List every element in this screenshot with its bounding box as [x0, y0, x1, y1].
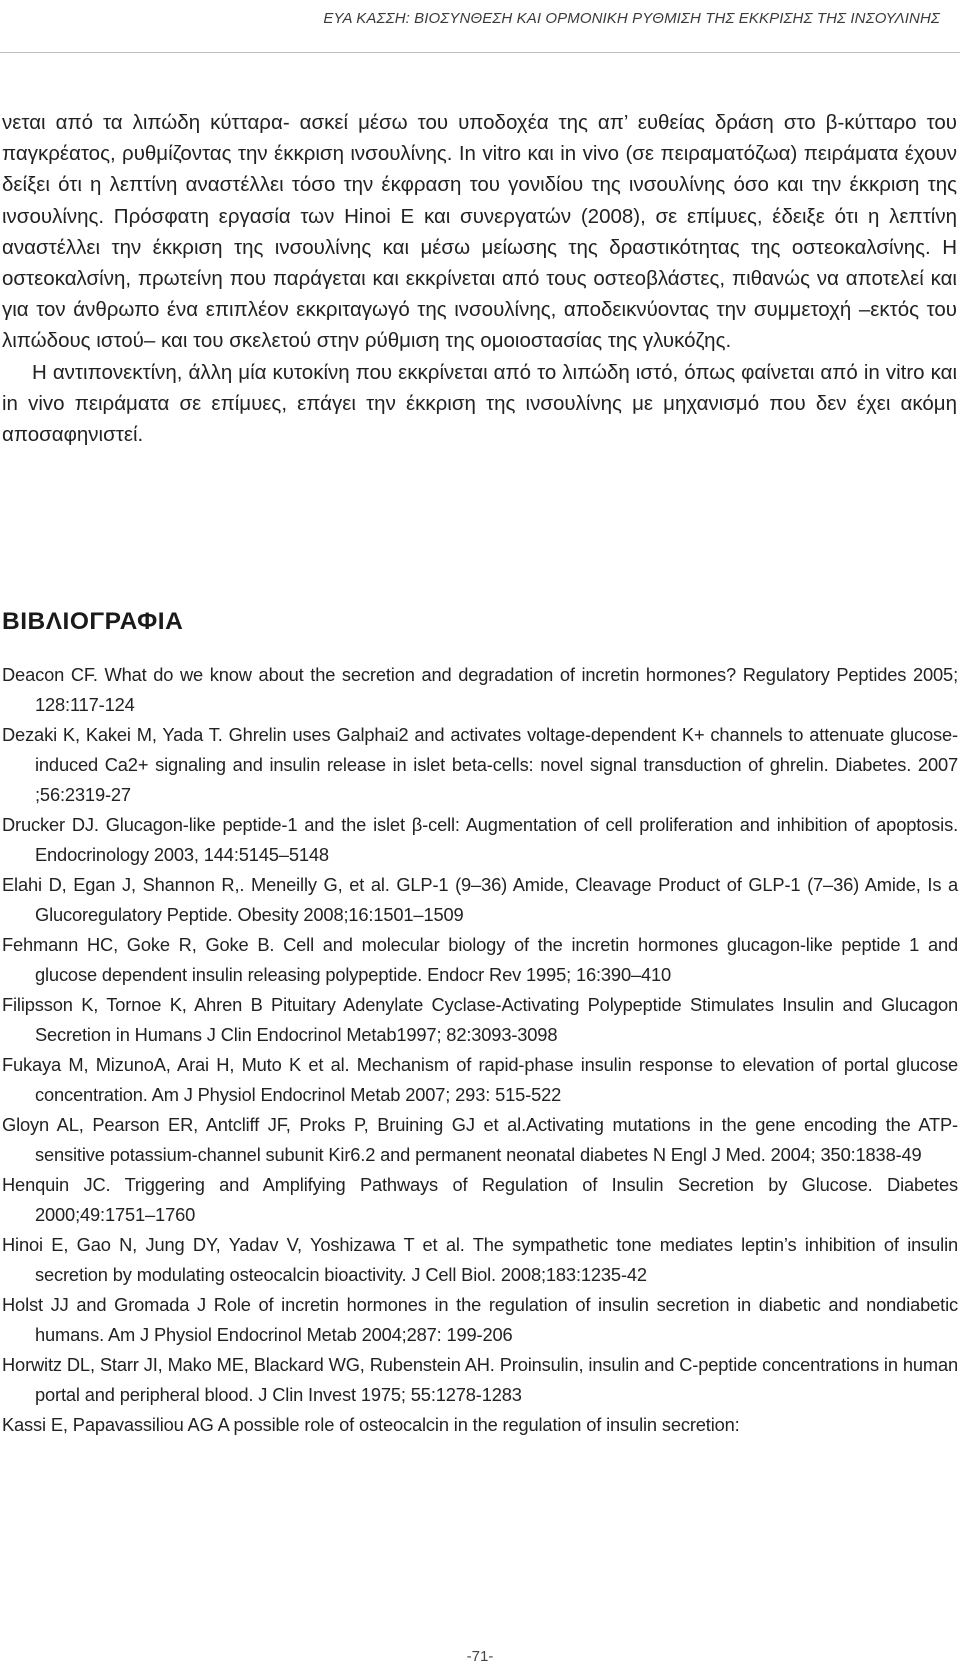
body-text	[2, 107, 957, 450]
reference-item: Filipsson K, Tornoe K, Ahren B Pituitary Adenylate Cyclase-Activating Polypeptide Stimulates Insulin and Glucagon Secretion in Humans J Clin Endocrinol Metab1997; 82:3093-3098	[2, 994, 958, 1045]
reference-item: Drucker DJ. Glucagon-like peptide-1 and the islet β-cell: Augmentation of cell proliferation and inhibition of apoptosis. Endocrinology 2003, 144:5145–5148	[2, 814, 958, 865]
running-header: ΕΥΑ ΚΑΣΣΗ: ΒΙΟΣΥΝΘΕΣΗ ΚΑΙ ΟΡΜΟΝΙΚΗ ΡΥΘΜΙΣΗ ΤΗΣ ΕΚΚΡΙΣΗΣ ΤΗΣ ΙΝΣΟΥΛΙΝΗΣ	[323, 10, 940, 27]
body-paragraph: νεται από τα λιπώδη κύτταρα- ασκεί μέσω του υποδοχέα της απ’ ευθείας δράση στο β-κύτταρο του παγκρέατος, ρυθμίζοντας την έκκριση ινσουλίνης. In vitro και in vivo (σε πειραματόζωα) πειράματα έχουν δείξει ότι η λεπτίνη αναστέλλει τόσο την έκφραση του γονιδίου της ινσουλίνης όσο και την έκκριση της ινσουλίνης. Πρόσφατη εργασία των Hinoi E και συνεργατών (2008), σε επίμυες, έδειξε ότι η λεπτίνη αναστέλλει την έκκριση της ινσουλίνης και μέσω μείωσης της δραστικότητας της οστεοκαλσίνης. Η οστεοκαλσίνη, πρωτείνη που παράγεται και εκκρίνεται από τους οστεοβλάστες, πιθανώς να αποτελεί και για τον άνθρωπο ένα επιπλέον εκκριταγωγό της ινσουλίνης, αποδεικνύοντας την συμμετοχή –εκτός του λιπώδους ιστού– και του σκελετού στην ρύθμιση της ομοιοστασίας της γλυκόζης.	[2, 111, 957, 353]
reference-item: Fehmann HC, Goke R, Goke B. Cell and molecular biology of the incretin hormones glucagon-like peptide 1 and glucose dependent insulin releasing polypeptide. Endocr Rev 1995; 16:390–410	[2, 934, 958, 985]
page-number: -71-	[466, 1648, 494, 1665]
reference-item: Hinoi E, Gao N, Jung DY, Yadav V, Yoshizawa T et al. The sympathetic tone mediates leptin’s inhibition of insulin secretion by modulating osteocalcin bioactivity. J Cell Biol. 2008;183:1235-42	[2, 1234, 958, 1285]
reference-list	[2, 660, 958, 1440]
reference-item: Elahi D, Egan J, Shannon R,. Meneilly G, et al. GLP-1 (9–36) Amide, Cleavage Product of GLP-1 (7–36) Amide, Is a Glucoregulatory Peptide. Obesity 2008;16:1501–1509	[2, 874, 958, 925]
header-divider	[0, 52, 960, 53]
reference-item: Holst JJ and Gromada J Role of incretin hormones in the regulation of insulin secretion in diabetic and nondiabetic humans. Am J Physiol Endocrinol Metab 2004;287: 199-206	[2, 1294, 958, 1345]
reference-item: Henquin JC. Triggering and Amplifying Pathways of Regulation of Insulin Secretion by Glucose. Diabetes 2000;49:1751–1760	[2, 1174, 958, 1225]
body-paragraph: Η αντιπονεκτίνη, άλλη μία κυτοκίνη που εκκρίνεται από το λιπώδη ιστό, όπως φαίνεται από in vitro και in vivo πειράματα σε επίμυες, επάγει την έκκριση της ινσουλίνης με μηχανισμό που δεν έχει ακόμη αποσαφηνιστεί.	[2, 360, 957, 447]
reference-item: Horwitz DL, Starr JI, Mako ME, Blackard WG, Rubenstein AH. Proinsulin, insulin and C-peptide concentrations in human portal and peripheral blood. J Clin Invest 1975; 55:1278-1283	[2, 1354, 958, 1405]
reference-item: Kassi E, Papavassiliou AG A possible role of osteocalcin in the regulation of insulin secretion:	[2, 1414, 740, 1435]
reference-item: Fukaya M, MizunoA, Arai H, Muto K et al. Mechanism of rapid-phase insulin response to elevation of portal glucose concentration. Am J Physiol Endocrinol Metab 2007; 293: 515-522	[2, 1054, 958, 1105]
reference-item: Gloyn AL, Pearson ER, Antcliff JF, Proks P, Bruining GJ et al.Activating mutations in the gene encoding the ATP-sensitive potassium-channel subunit Kir6.2 and permanent neonatal diabetes N Engl J Med. 2004; 350:1838-49	[2, 1114, 958, 1165]
reference-item: Dezaki K, Kakei M, Yada T. Ghrelin uses Galphai2 and activates voltage-dependent K+ channels to attenuate glucose-induced Ca2+ signaling and insulin release in islet beta-cells: novel signal transduction of ghrelin. Diabetes. 2007 ;56:2319-27	[2, 724, 958, 805]
references-heading: ΒΙΒΛΙΟΓΡΑΦΙΑ	[2, 608, 184, 635]
reference-item: Deacon CF. What do we know about the secretion and degradation of incretin hormones? Regulatory Peptides 2005; 128:117-124	[2, 664, 958, 715]
